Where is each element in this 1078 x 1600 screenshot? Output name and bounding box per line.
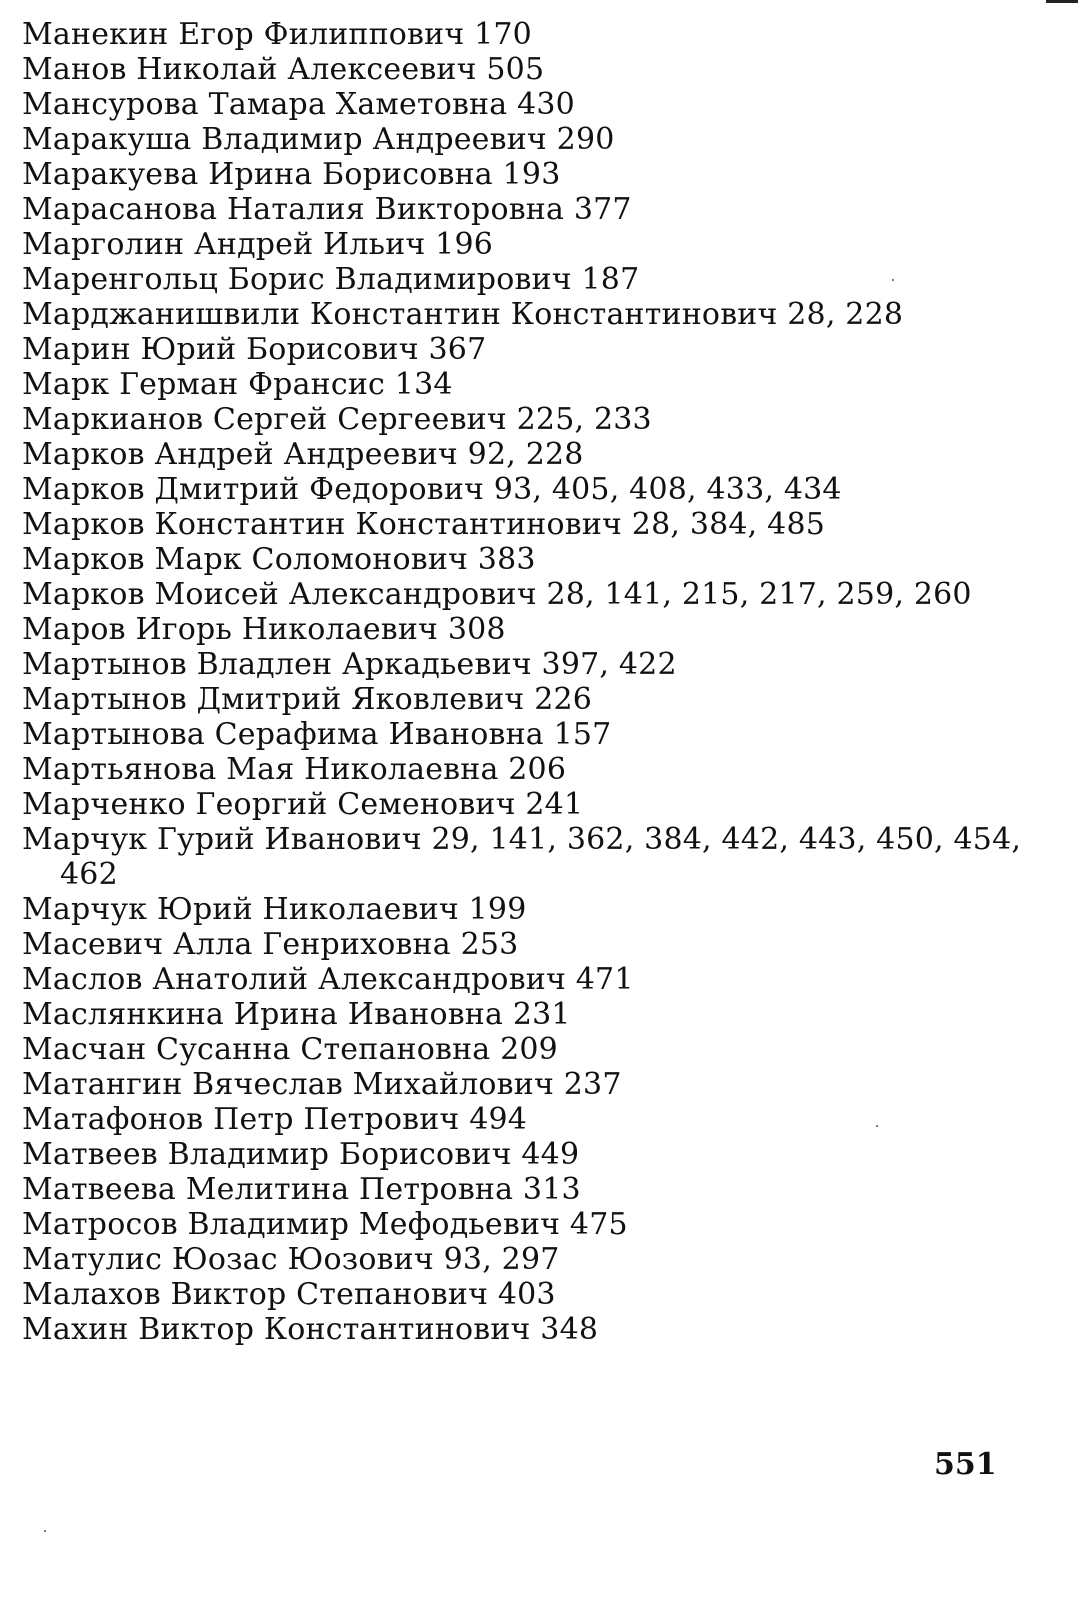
print-speck (892, 279, 894, 281)
index-entry: Маракуева Ирина Борисовна 193 (22, 157, 561, 192)
print-speck (876, 1125, 878, 1127)
index-entry: Матвеева Мелитина Петровна 313 (22, 1172, 581, 1207)
index-entry: Мартынова Серафима Ивановна 157 (22, 717, 612, 752)
page-number: 551 (934, 1447, 997, 1482)
index-entry: Матафонов Петр Петрович 494 (22, 1102, 528, 1137)
index-entry: Мартынов Дмитрий Яковлевич 226 (22, 682, 593, 717)
index-entry: Марков Константин Константинович 28, 384, 485 (22, 507, 826, 542)
index-entry: Марчук Гурий Иванович 29, 141, 362, 384, 442, 443, 450, 454, 462 (22, 822, 1022, 892)
index-entry: Марчук Юрий Николаевич 199 (22, 892, 527, 927)
index-entry: Маренгольц Борис Владимирович 187 (22, 262, 640, 297)
index-entry: Мансурова Тамара Хаметовна 430 (22, 87, 575, 122)
index-entry: Марков Моисей Александрович 28, 141, 215, 217, 259, 260 (22, 577, 972, 612)
index-entry: Малахов Виктор Степанович 403 (22, 1277, 556, 1312)
index-entry: Марков Андрей Андреевич 92, 228 (22, 437, 584, 472)
index-entry: Марков Дмитрий Федорович 93, 405, 408, 433, 434 (22, 472, 842, 507)
index-entry: Маслянкина Ирина Ивановна 231 (22, 997, 571, 1032)
index-entry: Матулис Юозас Юозович 93, 297 (22, 1242, 560, 1277)
index-entry: Манекин Егор Филиппович 170 (22, 17, 532, 52)
index-entry: Марченко Георгий Семенович 241 (22, 787, 584, 822)
corner-mark (1046, 0, 1078, 3)
index-entry: Марголин Андрей Ильич 196 (22, 227, 494, 262)
index-entry: Марасанова Наталия Викторовна 377 (22, 192, 632, 227)
index-entry: Маров Игорь Николаевич 308 (22, 612, 506, 647)
index-entry: Масевич Алла Генриховна 253 (22, 927, 519, 962)
index-entry: Марков Марк Соломонович 383 (22, 542, 536, 577)
index-entry: Марджанишвили Константин Константинович 28, 228 (22, 297, 904, 332)
index-entry: Маслов Анатолий Александрович 471 (22, 962, 634, 997)
index-entry: Масчан Сусанна Степановна 209 (22, 1032, 558, 1067)
index-entry: Марин Юрий Борисович 367 (22, 332, 487, 367)
index-entry: Маркианов Сергей Сергеевич 225, 233 (22, 402, 652, 437)
index-entry: Марк Герман Франсис 134 (22, 367, 453, 402)
name-index-list (22, 17, 1022, 1347)
index-entry: Матвеев Владимир Борисович 449 (22, 1137, 580, 1172)
index-entry: Махин Виктор Константинович 348 (22, 1312, 599, 1347)
index-entry: Мартынов Владлен Аркадьевич 397, 422 (22, 647, 677, 682)
index-entry: Мартьянова Мая Николаевна 206 (22, 752, 567, 787)
index-entry: Манов Николай Алексеевич 505 (22, 52, 545, 87)
index-entry: Маракуша Владимир Андреевич 290 (22, 122, 615, 157)
print-speck (44, 1530, 46, 1532)
index-entry: Матросов Владимир Мефодьевич 475 (22, 1207, 628, 1242)
index-entry: Матангин Вячеслав Михайлович 237 (22, 1067, 622, 1102)
